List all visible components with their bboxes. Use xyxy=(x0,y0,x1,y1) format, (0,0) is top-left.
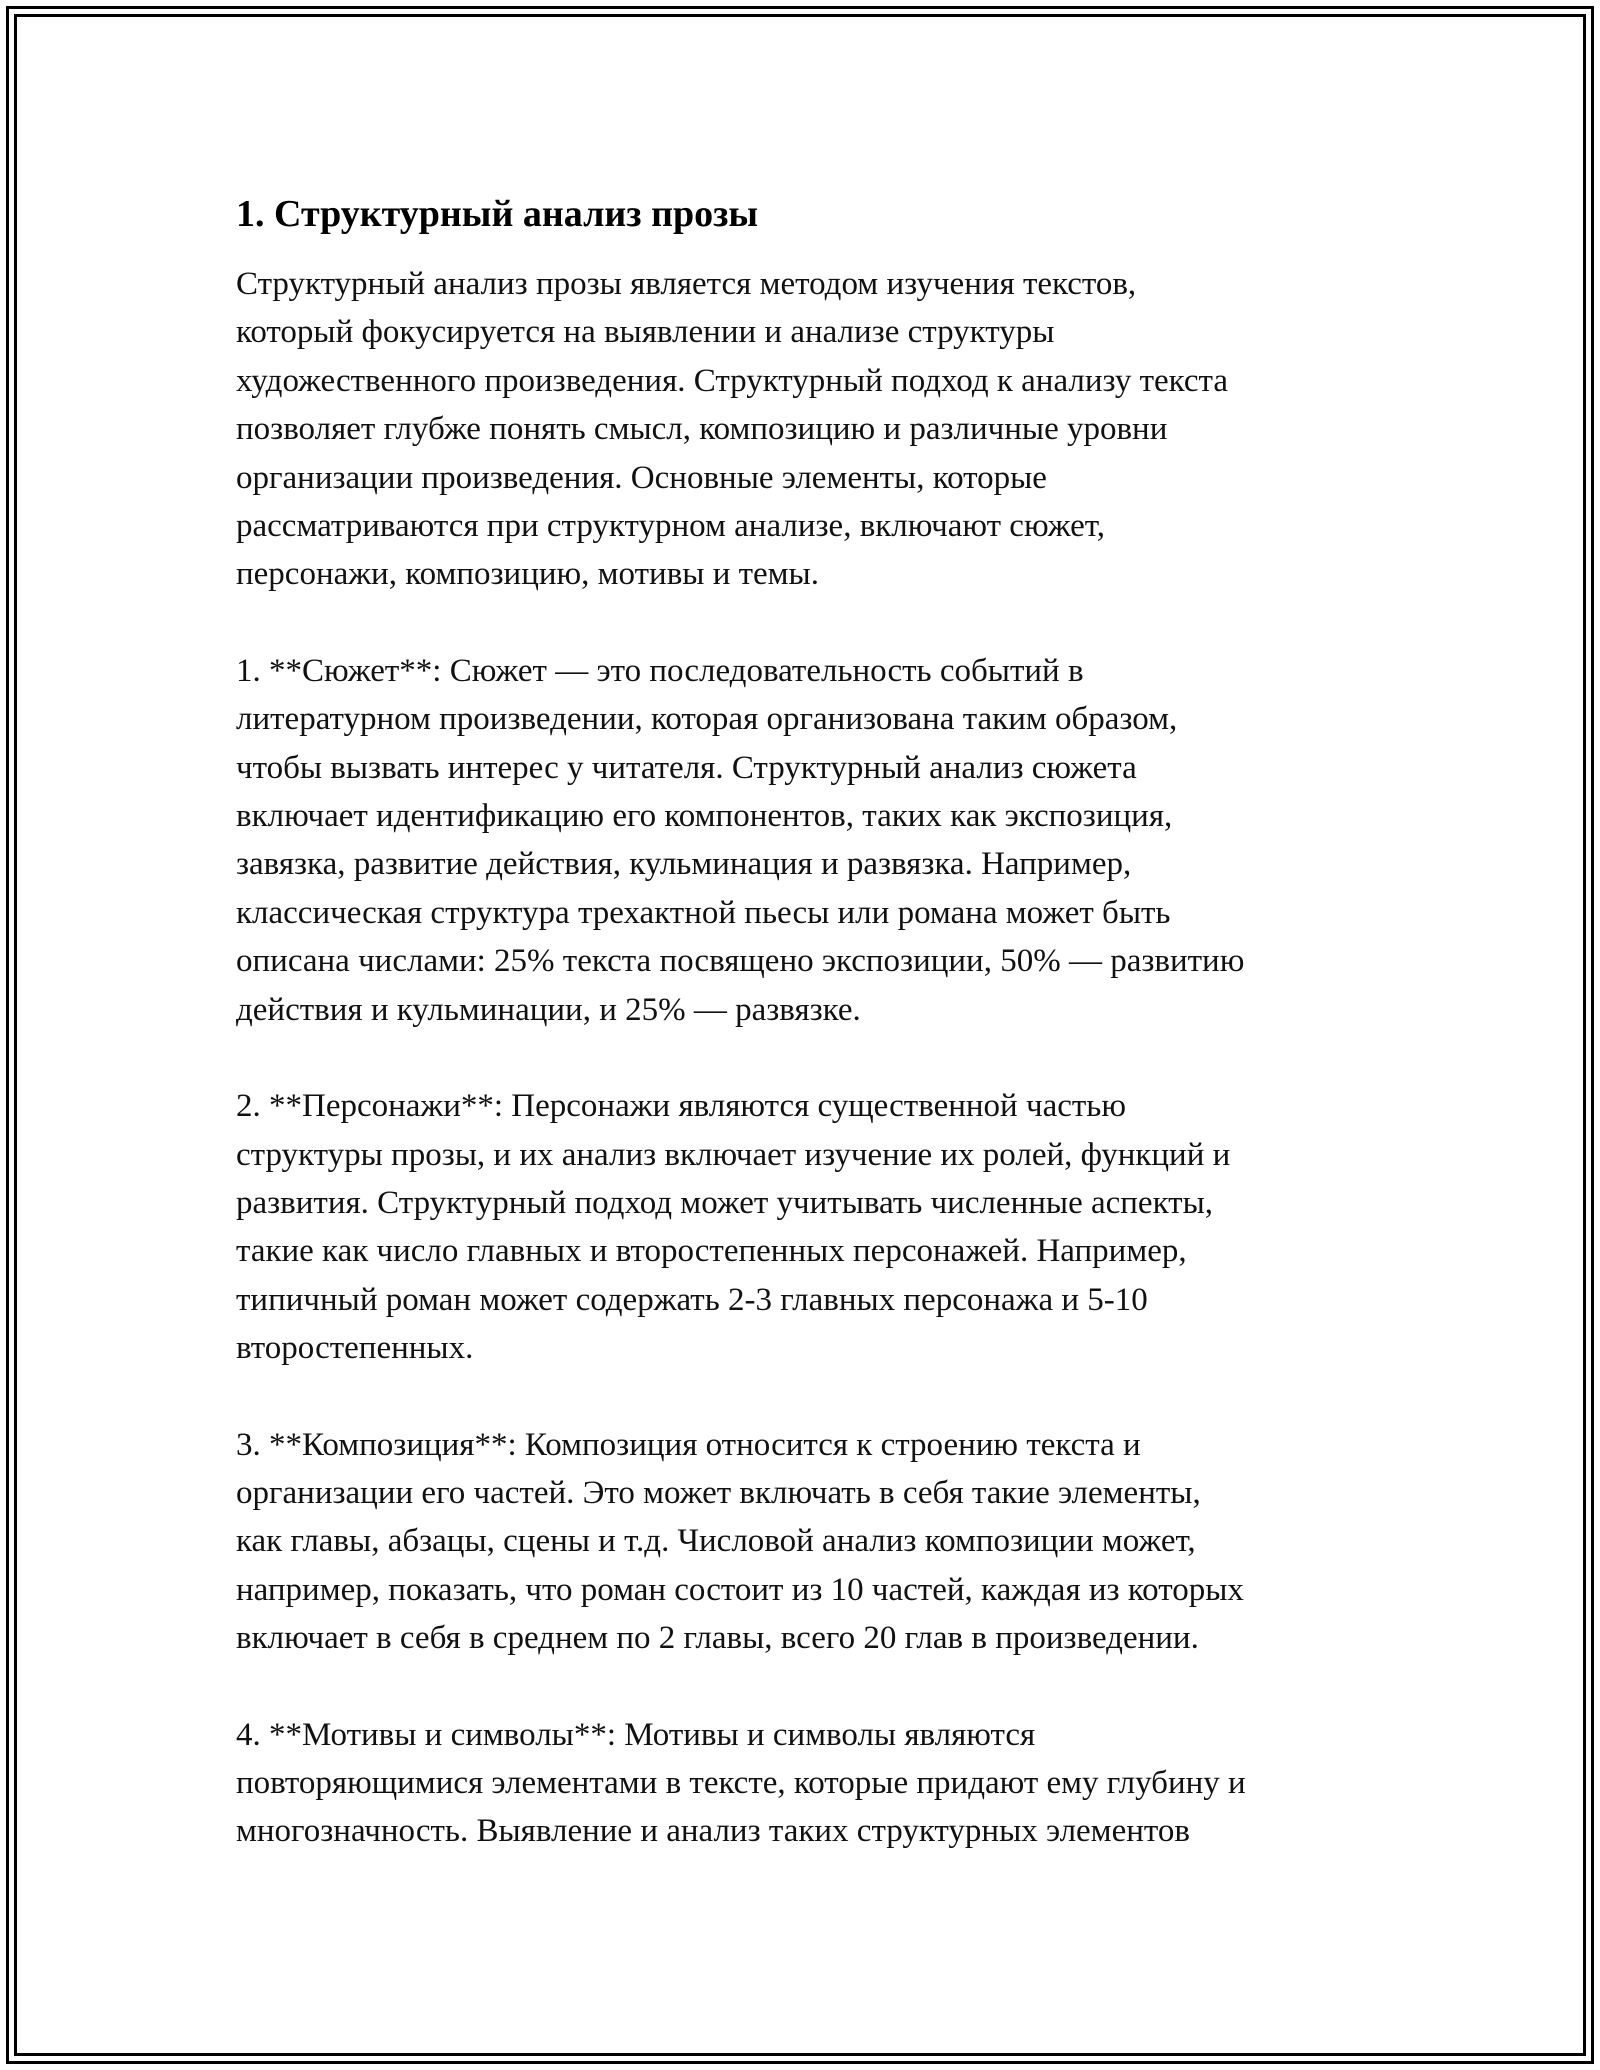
intro-paragraph: Структурный анализ прозы является методом изучения текстов, который фокусируется на выявлении и анализе структуры художественного произведения. Структурный подход к анализу текста позволяет глубже понять смысл, композицию и различные уровни организации произведения. Основные элементы, которые рассматриваются при структурном анализе, включают сюжет, персонажи, композицию, мотивы и темы. xyxy=(236,266,1229,593)
document-body xyxy=(236,188,1376,1856)
plot-paragraph: 1. **Сюжет**: Сюжет — это последовательность событий в литературном произведении, которая организована таким образом, чтобы вызвать интерес у читателя. Структурный анализ сюжета включает идентификацию его компонентов, таких как экспозиция, завязка, развитие действия, кульминация и развязка. Например, классическая структура трехактной пьесы или романа может быть описана числами: 25% текста посвящено экспозиции, 50% — развитию действия и кульминации, и 25% — развязке. xyxy=(236,652,1245,1028)
motifs-paragraph: 4. **Мотивы и символы**: Мотивы и символы являются повторяющимися элементами в тексте, которые придают ему глубину и многозначность. Выявление и анализ таких структурных элементов xyxy=(236,1716,1246,1850)
characters-paragraph: 2. **Персонажи**: Персонажи являются существенной частью структуры прозы, и их анализ включает изучение их ролей, функций и развития. Структурный подход может учитывать численные аспекты, такие как число главных и второстепенных персонажей. Например, типичный роман может содержать 2-3 главных персонажа и 5-10 второстепенных. xyxy=(236,1088,1231,1367)
composition-paragraph: 3. **Композиция**: Композиция относится к строению текста и организации его частей. Это может включать в себя такие элементы, как главы, абзацы, сцены и т.д. Числовой анализ композиции может, например, показать, что роман состоит из 10 частей, каждая из которых включает в себя в среднем по 2 главы, всего 20 глав в произведении. xyxy=(236,1426,1244,1657)
section-heading: 1. Структурный анализ прозы xyxy=(236,193,759,235)
